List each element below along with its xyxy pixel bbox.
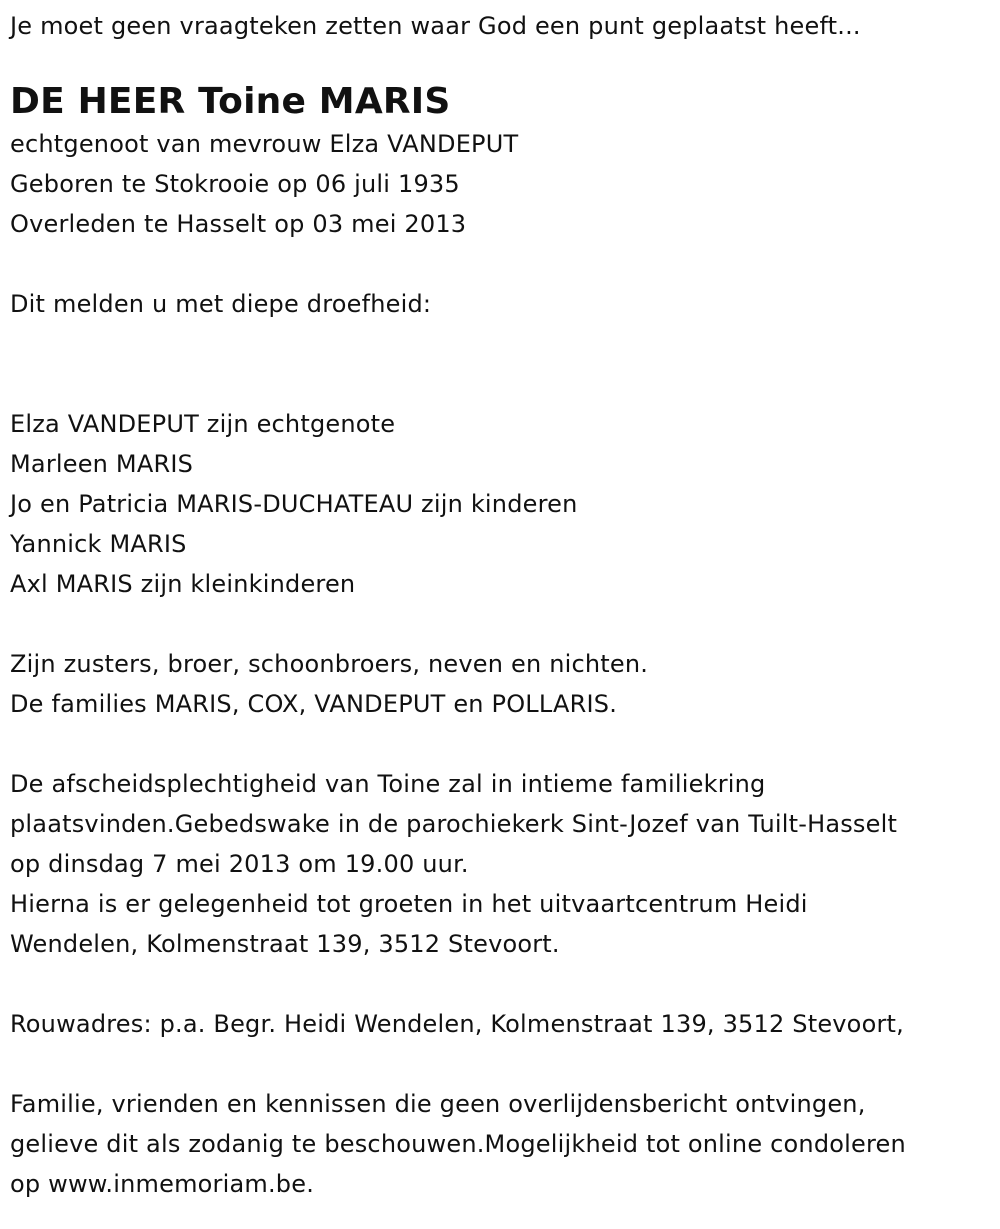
ceremony-line: Hierna is er gelegenheid tot groeten in het uitvaartcentrum Heidi bbox=[10, 890, 808, 918]
announcement-intro: Dit melden u met diepe droefheid: bbox=[10, 290, 432, 318]
relatives-block bbox=[10, 644, 990, 724]
ceremony-line: De afscheidsplechtigheid van Toine zal in intieme familiekring bbox=[10, 770, 766, 798]
closing-paragraph bbox=[10, 1084, 990, 1204]
family-member: Marleen MARIS bbox=[10, 450, 194, 478]
born-line: Geboren te Stokrooie op 06 juli 1935 bbox=[10, 170, 460, 198]
died-line: Overleden te Hasselt op 03 mei 2013 bbox=[10, 210, 467, 238]
ceremony-line: Wendelen, Kolmenstraat 139, 3512 Stevoort. bbox=[10, 930, 560, 958]
family-member: Axl MARIS zijn kleinkinderen bbox=[10, 570, 356, 598]
closing-line: Familie, vrienden en kennissen die geen overlijdensbericht ontvingen, bbox=[10, 1090, 866, 1118]
ceremony-line: op dinsdag 7 mei 2013 om 19.00 uur. bbox=[10, 850, 469, 878]
family-member: Yannick MARIS bbox=[10, 530, 187, 558]
closing-line: gelieve dit als zodanig te beschouwen.Mogelijkheid tot online condoleren bbox=[10, 1130, 906, 1158]
closing-line: op www.inmemoriam.be. bbox=[10, 1170, 315, 1198]
ceremony-paragraph bbox=[10, 764, 990, 964]
relatives-line: De families MARIS, COX, VANDEPUT en POLLARIS. bbox=[10, 690, 618, 718]
family-member: Elza VANDEPUT zijn echtgenote bbox=[10, 410, 396, 438]
mourning-address: Rouwadres: p.a. Begr. Heidi Wendelen, Kolmenstraat 139, 3512 Stevoort, bbox=[10, 1010, 904, 1038]
relatives-line: Zijn zusters, broer, schoonbroers, neven en nichten. bbox=[10, 650, 649, 678]
spouse-line: echtgenoot van mevrouw Elza VANDEPUT bbox=[10, 130, 519, 158]
ceremony-line: plaatsvinden.Gebedswake in de parochiekerk Sint-Jozef van Tuilt-Hasselt bbox=[10, 810, 898, 838]
deceased-heading: DE HEER Toine MARIS bbox=[10, 81, 451, 122]
epigraph: Je moet geen vraagteken zetten waar God een punt geplaatst heeft... bbox=[10, 12, 861, 40]
family-member: Jo en Patricia MARIS-DUCHATEAU zijn kinderen bbox=[10, 490, 578, 518]
family-list bbox=[10, 404, 990, 604]
